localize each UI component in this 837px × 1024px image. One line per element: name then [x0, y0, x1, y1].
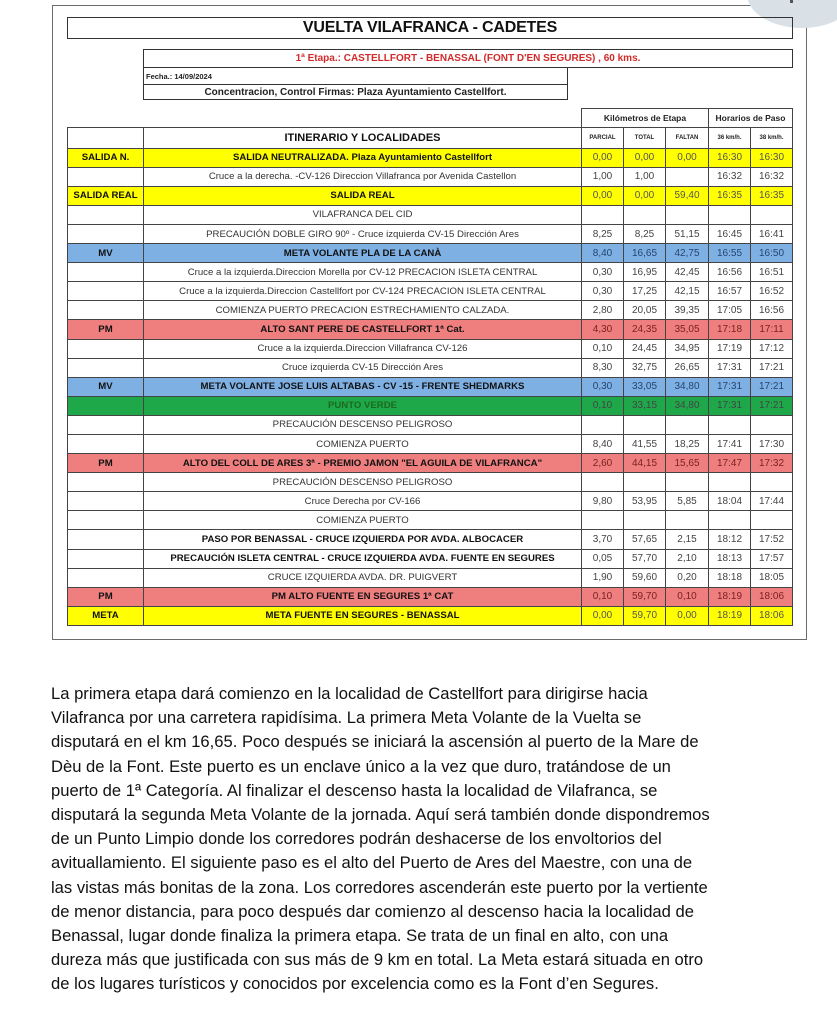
row-km-faltan: 0,10 [666, 587, 709, 606]
table-row [68, 377, 793, 396]
corner-mark [790, 0, 793, 3]
row-time-36: 16:30 [709, 148, 751, 167]
blank-cell [68, 109, 144, 128]
row-km-total: 8,25 [624, 224, 666, 243]
row-km-faltan: 0,00 [666, 148, 709, 167]
row-time-38 [751, 415, 793, 434]
description-line: La primera etapa dará comienzo en la localidad de Castellfort para dirigirse hacia [51, 684, 648, 703]
table-row [68, 606, 793, 625]
row-km-faltan: 5,85 [666, 492, 709, 511]
row-km-faltan [666, 415, 709, 434]
row-type [68, 301, 144, 320]
row-time-36 [709, 205, 751, 224]
row-km-faltan: 42,15 [666, 282, 709, 301]
row-time-36: 16:45 [709, 224, 751, 243]
table-row [68, 473, 793, 492]
row-time-38 [751, 511, 793, 530]
h36-header: 36 km/h. [709, 127, 751, 148]
table-row [68, 435, 793, 454]
row-km-faltan: 42,45 [666, 263, 709, 282]
row-km-faltan: 15,65 [666, 454, 709, 473]
row-km-total: 44,15 [624, 454, 666, 473]
row-km-faltan: 51,15 [666, 224, 709, 243]
row-km-total [624, 415, 666, 434]
row-type [68, 282, 144, 301]
row-time-36: 16:55 [709, 244, 751, 263]
row-km-faltan [666, 511, 709, 530]
row-time-36: 17:41 [709, 435, 751, 454]
row-km-total: 24,35 [624, 320, 666, 339]
table-row [68, 224, 793, 243]
row-time-36: 17:47 [709, 454, 751, 473]
row-type [68, 167, 144, 186]
row-km-faltan: 34,80 [666, 396, 709, 415]
row-time-36: 18:13 [709, 549, 751, 568]
row-km-parcial [582, 511, 624, 530]
row-type [68, 473, 144, 492]
row-type [68, 339, 144, 358]
row-time-38: 17:21 [751, 358, 793, 377]
row-time-38: 16:41 [751, 224, 793, 243]
document-title: VUELTA VILAFRANCA - CADETES [67, 17, 793, 39]
row-km-total: 24,45 [624, 339, 666, 358]
row-type: PM [68, 320, 144, 339]
column-header-row [68, 127, 793, 148]
row-time-36: 18:04 [709, 492, 751, 511]
table-row [68, 511, 793, 530]
row-description: PUNTO VERDE [144, 396, 582, 415]
row-km-parcial: 3,70 [582, 530, 624, 549]
row-type [68, 530, 144, 549]
row-time-38: 16:32 [751, 167, 793, 186]
row-type: SALIDA REAL [68, 186, 144, 205]
row-time-36: 17:31 [709, 377, 751, 396]
row-km-parcial: 2,80 [582, 301, 624, 320]
description-line: Dèu de la Font. Este puerto es un enclave único a la vez que duro, tratándose de un [51, 756, 671, 776]
row-description: PRECAUCIÓN DESCENSO PELIGROSO [144, 415, 582, 434]
stage-description [51, 682, 811, 997]
route-table [67, 108, 793, 626]
horarios-group-header: Horarios de Paso [709, 109, 793, 128]
description-line: avituallamiento. El siguiente paso es el alto del Puerto de Ares del Maestre, con una de [51, 853, 693, 873]
row-km-faltan [666, 205, 709, 224]
row-km-total: 1,00 [624, 167, 666, 186]
row-km-total: 41,55 [624, 435, 666, 454]
table-row [68, 358, 793, 377]
description-line: de los lugares turísticos y conocidos por excelencia como es la Font d’en Segures. [51, 974, 659, 994]
table-row [68, 186, 793, 205]
row-km-total: 0,00 [624, 148, 666, 167]
row-time-38: 17:57 [751, 549, 793, 568]
row-km-parcial: 2,60 [582, 454, 624, 473]
row-time-38: 18:05 [751, 568, 793, 587]
row-km-parcial: 0,10 [582, 396, 624, 415]
blank-cell [144, 109, 582, 128]
table-row [68, 320, 793, 339]
row-description: CRUCE IZQUIERDA AVDA. DR. PUIGVERT [144, 568, 582, 587]
row-description: ALTO DEL COLL DE ARES 3ª - PREMIO JAMON "EL AGUILA DE VILAFRANCA" [144, 454, 582, 473]
row-time-36: 17:31 [709, 358, 751, 377]
row-description: Cruce izquierda CV-15 Dirección Ares [144, 358, 582, 377]
row-description: PRECAUCIÓN DOBLE GIRO 90º - Cruce izquierda CV-15 Dirección Ares [144, 224, 582, 243]
itinerario-header: ITINERARIO Y LOCALIDADES [144, 127, 582, 148]
row-time-38: 16:51 [751, 263, 793, 282]
row-km-faltan: 34,80 [666, 377, 709, 396]
type-header [68, 127, 144, 148]
table-row [68, 282, 793, 301]
row-km-parcial: 8,40 [582, 244, 624, 263]
row-description: Cruce a la derecha. -CV-126 Direccion Villafranca por Avenida Castellon [144, 167, 582, 186]
row-km-total: 20,05 [624, 301, 666, 320]
row-time-36: 17:05 [709, 301, 751, 320]
row-km-parcial: 0,30 [582, 263, 624, 282]
table-row [68, 205, 793, 224]
table-row [68, 244, 793, 263]
row-time-36: 17:19 [709, 339, 751, 358]
row-km-total: 33,05 [624, 377, 666, 396]
row-time-38: 17:30 [751, 435, 793, 454]
row-km-total: 53,95 [624, 492, 666, 511]
total-header: TOTAL [624, 127, 666, 148]
row-description: ALTO SANT PERE DE CASTELLFORT 1ª Cat. [144, 320, 582, 339]
row-km-faltan: 26,65 [666, 358, 709, 377]
row-type: SALIDA N. [68, 148, 144, 167]
row-km-parcial: 0,00 [582, 148, 624, 167]
row-description: Cruce a la izquierda.Direccion Castellfort por CV-124 PRECACION ISLETA CENTRAL [144, 282, 582, 301]
row-type [68, 511, 144, 530]
row-time-36 [709, 473, 751, 492]
row-time-36: 18:12 [709, 530, 751, 549]
table-row [68, 549, 793, 568]
row-description: META FUENTE EN SEGURES - BENASSAL [144, 606, 582, 625]
row-type [68, 415, 144, 434]
row-km-total: 33,15 [624, 396, 666, 415]
row-description: PRECAUCIÓN DESCENSO PELIGROSO [144, 473, 582, 492]
table-row [68, 568, 793, 587]
row-km-faltan [666, 167, 709, 186]
row-km-total [624, 511, 666, 530]
description-line: de menor distancia, para poco después dar comienzo al descenso hacia la localidad de [51, 901, 694, 921]
row-type: META [68, 606, 144, 625]
row-time-38: 16:50 [751, 244, 793, 263]
row-km-parcial [582, 473, 624, 492]
row-km-faltan: 2,10 [666, 549, 709, 568]
table-row [68, 148, 793, 167]
row-km-total [624, 205, 666, 224]
row-time-38 [751, 205, 793, 224]
row-km-parcial [582, 205, 624, 224]
row-km-total: 59,70 [624, 606, 666, 625]
row-time-38: 16:52 [751, 282, 793, 301]
row-time-36: 16:35 [709, 186, 751, 205]
row-time-38: 17:12 [751, 339, 793, 358]
row-time-36: 16:56 [709, 263, 751, 282]
row-time-36: 17:31 [709, 396, 751, 415]
row-km-total: 32,75 [624, 358, 666, 377]
description-line: dureza más que justificada con sus más de 9 km en total. La Meta estará situada en otro [51, 950, 704, 970]
row-type [68, 435, 144, 454]
row-time-38: 17:21 [751, 377, 793, 396]
description-line: de un Punto Limpio donde los corredores podrán deshacerse de los envoltorios del [51, 829, 662, 849]
row-description: PM ALTO FUENTE EN SEGURES 1ª CAT [144, 587, 582, 606]
row-type: PM [68, 587, 144, 606]
row-km-total: 57,65 [624, 530, 666, 549]
row-time-38: 18:06 [751, 587, 793, 606]
row-type [68, 263, 144, 282]
row-time-36 [709, 511, 751, 530]
row-description: SALIDA REAL [144, 186, 582, 205]
row-km-parcial: 1,90 [582, 568, 624, 587]
row-time-36: 16:32 [709, 167, 751, 186]
row-km-faltan: 2,15 [666, 530, 709, 549]
row-km-total: 16,65 [624, 244, 666, 263]
group-header-row [68, 109, 793, 128]
row-km-faltan [666, 473, 709, 492]
table-row [68, 492, 793, 511]
row-km-total: 0,00 [624, 186, 666, 205]
row-km-faltan: 0,00 [666, 606, 709, 625]
row-km-faltan: 34,95 [666, 339, 709, 358]
row-km-parcial: 9,80 [582, 492, 624, 511]
row-time-38: 17:32 [751, 454, 793, 473]
row-type [68, 568, 144, 587]
row-type [68, 549, 144, 568]
row-type: MV [68, 377, 144, 396]
table-row [68, 396, 793, 415]
row-description: META VOLANTE JOSE LUIS ALTABAS - CV -15 - FRENTE SHEDMARKS [144, 377, 582, 396]
row-description: Cruce a la izquierda.Direccion Villafranca CV-126 [144, 339, 582, 358]
parcial-header: PARCIAL [582, 127, 624, 148]
row-km-parcial: 0,00 [582, 606, 624, 625]
description-line: puerto de 1ª Categoría. Al finalizar el descenso hasta la localidad de Vilafranca, se [51, 780, 658, 800]
row-time-36: 17:18 [709, 320, 751, 339]
table-row [68, 263, 793, 282]
table-row [68, 339, 793, 358]
row-time-38 [751, 473, 793, 492]
row-km-parcial [582, 415, 624, 434]
description-line: Benassal, lugar donde finaliza la primera etapa. Se trata de un final en alto, con una [51, 926, 669, 946]
stage-date: Fecha.: 14/09/2024 [143, 68, 568, 84]
row-type [68, 224, 144, 243]
row-description: COMIENZA PUERTO PRECACION ESTRECHAMIENTO CALZADA. [144, 301, 582, 320]
row-description: VILAFRANCA DEL CID [144, 205, 582, 224]
concentration-info: Concentracion, Control Firmas: Plaza Ayuntamiento Castellfort. [143, 84, 568, 100]
table-row [68, 530, 793, 549]
row-time-38: 16:30 [751, 148, 793, 167]
row-km-total: 16,95 [624, 263, 666, 282]
row-km-parcial: 8,40 [582, 435, 624, 454]
row-km-parcial: 0,00 [582, 186, 624, 205]
h38-header: 38 km/h. [751, 127, 793, 148]
table-row [68, 587, 793, 606]
row-km-faltan: 59,40 [666, 186, 709, 205]
row-type: MV [68, 244, 144, 263]
row-km-parcial: 1,00 [582, 167, 624, 186]
row-type: PM [68, 454, 144, 473]
table-row [68, 454, 793, 473]
row-time-38: 16:35 [751, 186, 793, 205]
description-line: disputará la segunda Meta Volante de la jornada. Aquí será también donde dispondremos [51, 805, 710, 825]
row-km-faltan: 39,35 [666, 301, 709, 320]
description-line: las vistas más bonitas de la zona. Los corredores ascenderán este puerto por la vertiente [51, 877, 708, 897]
row-time-36 [709, 415, 751, 434]
row-km-parcial: 8,30 [582, 358, 624, 377]
description-line: disputará en el km 16,65. Poco después se iniciará la ascensión al puerto de la Mare de [51, 732, 699, 752]
row-type [68, 492, 144, 511]
table-row [68, 167, 793, 186]
row-time-38: 17:11 [751, 320, 793, 339]
row-type [68, 358, 144, 377]
row-type [68, 205, 144, 224]
row-km-parcial: 0,10 [582, 587, 624, 606]
row-km-total: 59,70 [624, 587, 666, 606]
row-time-36: 18:18 [709, 568, 751, 587]
row-km-faltan: 35,05 [666, 320, 709, 339]
row-km-parcial: 4,30 [582, 320, 624, 339]
row-time-38: 17:52 [751, 530, 793, 549]
row-time-36: 16:57 [709, 282, 751, 301]
row-description: PRECAUCIÓN ISLETA CENTRAL - CRUCE IZQUIERDA AVDA. FUENTE EN SEGURES [144, 549, 582, 568]
km-group-header: Kilómetros de Etapa [582, 109, 709, 128]
row-time-36: 18:19 [709, 587, 751, 606]
row-km-total: 57,70 [624, 549, 666, 568]
row-time-38: 16:56 [751, 301, 793, 320]
row-km-parcial: 0,30 [582, 282, 624, 301]
row-description: COMIENZA PUERTO [144, 435, 582, 454]
table-row [68, 415, 793, 434]
description-line: Vilafranca por una carretera rapidísima. La primera Meta Volante de la Vuelta se [51, 708, 642, 728]
row-km-faltan: 42,75 [666, 244, 709, 263]
row-description: SALIDA NEUTRALIZADA. Plaza Ayuntamiento Castellfort [144, 148, 582, 167]
row-km-parcial: 0,05 [582, 549, 624, 568]
row-km-parcial: 0,10 [582, 339, 624, 358]
row-km-total: 17,25 [624, 282, 666, 301]
row-km-parcial: 0,30 [582, 377, 624, 396]
row-km-parcial: 8,25 [582, 224, 624, 243]
table-row [68, 301, 793, 320]
row-type [68, 396, 144, 415]
row-km-faltan: 18,25 [666, 435, 709, 454]
row-description: Cruce Derecha por CV-166 [144, 492, 582, 511]
route-body [68, 148, 793, 625]
row-description: Cruce a la izquierda.Direccion Morella por CV-12 PRECACION ISLETA CENTRAL [144, 263, 582, 282]
row-km-faltan: 0,20 [666, 568, 709, 587]
row-description: META VOLANTE PLA DE LA CANÀ [144, 244, 582, 263]
row-description: PASO POR BENASSAL - CRUCE IZQUIERDA POR AVDA. ALBOCACER [144, 530, 582, 549]
row-description: COMIENZA PUERTO [144, 511, 582, 530]
row-time-38: 17:21 [751, 396, 793, 415]
row-time-38: 17:44 [751, 492, 793, 511]
faltan-header: FALTAN [666, 127, 709, 148]
row-time-38: 18:06 [751, 606, 793, 625]
row-time-36: 18:19 [709, 606, 751, 625]
row-km-total [624, 473, 666, 492]
row-km-total: 59,60 [624, 568, 666, 587]
stage-title: 1ª Etapa.: CASTELLFORT - BENASSAL (FONT D'EN SEGURES) , 60 kms. [143, 49, 793, 68]
